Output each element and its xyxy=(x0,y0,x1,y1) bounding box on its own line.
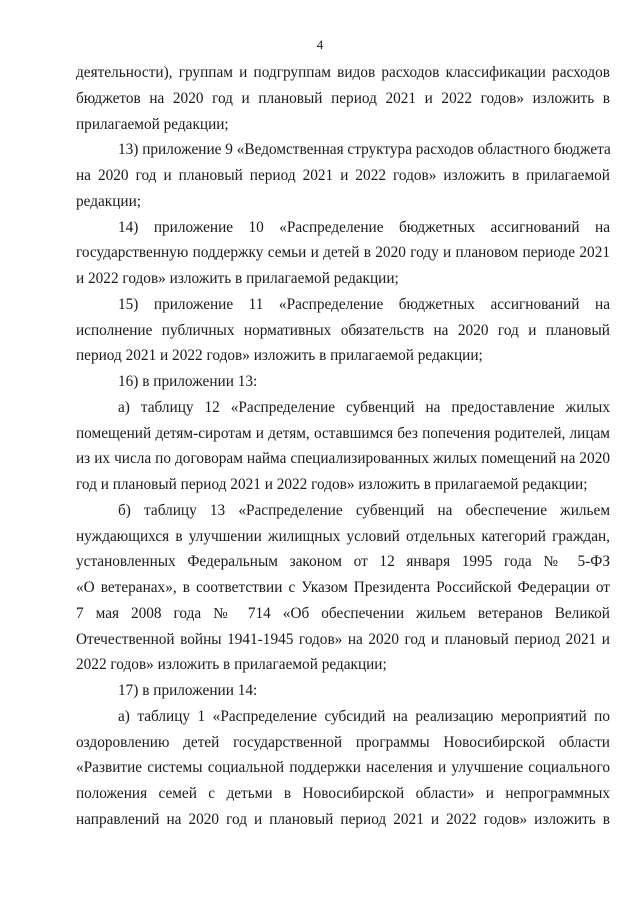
paragraph-item-13 xyxy=(76,137,610,214)
text-line: б) таблицу 13 «Распределение субвенций на обеспечение жильем xyxy=(118,501,610,519)
text-line: период 2021 и 2022 годов» изложить в прилагаемой редакции; xyxy=(76,347,483,365)
text-line: и 2022 годов» изложить в прилагаемой редакции; xyxy=(76,270,399,287)
document-body xyxy=(76,60,610,833)
text-line: исполнение публичных нормативных обязательств на 2020 год и плановый xyxy=(76,321,610,339)
text-line: а) таблицу 12 «Распределение субвенций на предоставление жилых xyxy=(118,398,610,416)
text-line: 7 мая 2008 года № 714 «Об обеспечении жильем ветеранов Великой xyxy=(76,604,610,622)
text-line: оздоровлению детей государственной программы Новосибирской области xyxy=(76,733,610,751)
text-line: прилагаемой редакции; xyxy=(76,115,229,133)
text-line: «Развитие системы социальной поддержки населения и улучшение социального xyxy=(76,759,610,777)
text-line: 2022 годов» изложить в прилагаемой редакции; xyxy=(76,656,387,674)
text-line: нуждающихся в улучшении жилищных условий отдельных категорий граждан, xyxy=(76,527,610,545)
paragraph-item-14 xyxy=(76,215,610,292)
text-line: на 2020 год и плановый период 2021 и 2022 годов» изложить в прилагаемой xyxy=(76,167,610,184)
text-line: 17) в приложении 14: xyxy=(118,682,258,699)
text-line: направлений на 2020 год и плановый период 2021 и 2022 годов» изложить в xyxy=(76,810,610,828)
text-line: «О ветеранах», в соответствии с Указом Президента Российской Федерации от xyxy=(76,579,610,596)
paragraph-item-16 xyxy=(76,369,610,395)
paragraph-item-17a xyxy=(76,704,610,833)
text-line: деятельности), группам и подгруппам видов расходов классификации расходов xyxy=(76,64,610,81)
paragraph-item-17 xyxy=(76,678,610,704)
text-line: 15) приложение 11 «Распределение бюджетных ассигнований на xyxy=(118,295,610,313)
text-line: установленных Федеральным законом от 12 января 1995 года № 5-ФЗ xyxy=(76,553,610,571)
paragraph-continuation xyxy=(76,60,610,137)
text-line: 13) приложение 9 «Ведомственная структура расходов областного бюджета xyxy=(118,141,611,159)
paragraph-item-15 xyxy=(76,292,610,369)
text-line: положения семей с детьми в Новосибирской области» и непрограммных xyxy=(76,785,610,802)
text-line: а) таблицу 1 «Распределение субсидий на реализацию мероприятий по xyxy=(118,707,610,725)
text-line: редакции; xyxy=(76,192,142,210)
text-line: год и плановый период 2021 и 2022 годов» изложить в прилагаемой редакции; xyxy=(76,476,588,493)
paragraph-item-16b xyxy=(76,498,610,678)
text-line: бюджетов на 2020 год и плановый период 2021 и 2022 годов» изложить в xyxy=(76,89,610,107)
text-line: 14) приложение 10 «Распределение бюджетных ассигнований на xyxy=(118,218,610,236)
text-line: государственную поддержку семьи и детей в 2020 году и плановом периоде 2021 xyxy=(76,244,610,262)
text-line: 16) в приложении 13: xyxy=(118,373,258,390)
text-line: помещений детям-сиротам и детям, оставшимся без попечения родителей, лицам xyxy=(76,424,610,442)
text-line: Отечественной войны 1941-1945 годов» на 2020 год и плановый период 2021 и xyxy=(76,630,610,648)
text-line: из их числа по договорам найма специализированных жилых помещений на 2020 xyxy=(76,450,610,468)
paragraph-item-16a xyxy=(76,395,610,498)
page-number: 4 xyxy=(316,37,324,52)
